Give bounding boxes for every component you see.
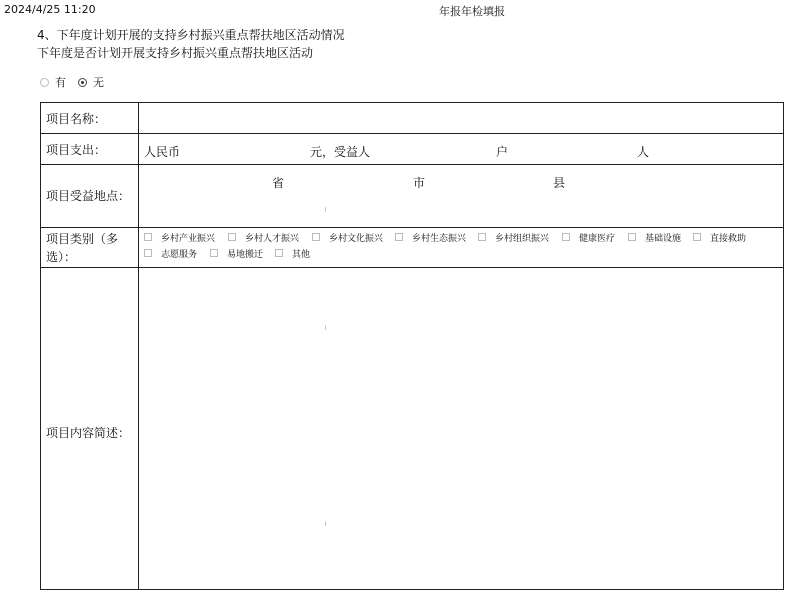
project-description-textarea[interactable] <box>139 268 783 589</box>
project-location-label: 项目受益地点： <box>46 189 131 203</box>
radio-option-no[interactable] <box>78 78 87 87</box>
project-name-input[interactable] <box>139 103 783 133</box>
project-category-label-line1: 项目类别（多 <box>46 232 119 246</box>
project-expense-label: 项目支出： <box>46 143 107 157</box>
plan-question: 下年度是否计划开展支持乡村振兴重点帮扶地区活动 <box>37 46 314 60</box>
category-option[interactable]: 直接救助 <box>693 230 746 244</box>
city-unit-label: 市 <box>413 176 426 190</box>
county-select[interactable] <box>431 165 549 205</box>
checkbox-icon[interactable] <box>693 233 701 241</box>
checkbox-icon[interactable] <box>210 249 218 257</box>
radio-option-yes[interactable] <box>40 78 49 87</box>
expense-amount-input[interactable] <box>188 134 307 164</box>
checkbox-icon[interactable] <box>144 249 152 257</box>
scan-mark <box>325 325 326 330</box>
section-heading: 4、下年度计划开展的支持乡村振兴重点帮扶地区活动情况 <box>37 28 345 42</box>
checkbox-icon[interactable] <box>312 233 320 241</box>
radio-option-yes-label: 有 <box>55 76 66 89</box>
checkbox-icon[interactable] <box>228 233 236 241</box>
row-divider <box>41 227 783 228</box>
scan-mark <box>325 521 326 526</box>
households-unit-label: 户 <box>496 145 509 159</box>
persons-unit-label: 人 <box>637 145 650 159</box>
page-title: 年报年检填报 <box>439 5 505 18</box>
checkbox-icon[interactable] <box>275 249 283 257</box>
project-category-label-line2: 选）： <box>46 250 77 264</box>
scan-mark <box>325 207 326 212</box>
category-option[interactable]: 乡村产业振兴 <box>144 230 215 244</box>
project-name-label: 项目名称： <box>46 112 107 126</box>
category-option[interactable]: 乡村文化振兴 <box>312 230 383 244</box>
checkbox-icon[interactable] <box>478 233 486 241</box>
plan-radio-group <box>40 74 116 90</box>
expense-currency-label: 人民币 <box>144 145 181 159</box>
beneficiary-persons-input[interactable] <box>511 134 633 164</box>
radio-option-no-label: 无 <box>93 76 104 89</box>
activity-form-table <box>40 102 784 590</box>
province-select[interactable] <box>139 165 269 205</box>
checkbox-icon[interactable] <box>562 233 570 241</box>
expense-yuan-beneficiary-label: 元，受益人 <box>310 145 371 159</box>
print-datetime: 2024/4/25 11:20 <box>4 3 96 16</box>
city-select[interactable] <box>289 165 409 205</box>
checkbox-icon[interactable] <box>628 233 636 241</box>
category-option[interactable]: 乡村组织振兴 <box>478 230 549 244</box>
category-option[interactable]: 其他 <box>275 246 310 260</box>
checkbox-icon[interactable] <box>144 233 152 241</box>
county-unit-label: 县 <box>553 176 566 190</box>
category-option[interactable]: 易地搬迁 <box>210 246 263 260</box>
category-option[interactable]: 乡村人才振兴 <box>228 230 299 244</box>
province-unit-label: 省 <box>272 176 285 190</box>
beneficiary-households-input[interactable] <box>373 134 491 164</box>
category-option[interactable]: 基础设施 <box>628 230 681 244</box>
project-description-label: 项目内容简述： <box>46 426 131 440</box>
category-option[interactable]: 健康医疗 <box>562 230 615 244</box>
checkbox-icon[interactable] <box>395 233 403 241</box>
category-option[interactable]: 志愿服务 <box>144 246 197 260</box>
category-option[interactable]: 乡村生态振兴 <box>395 230 466 244</box>
